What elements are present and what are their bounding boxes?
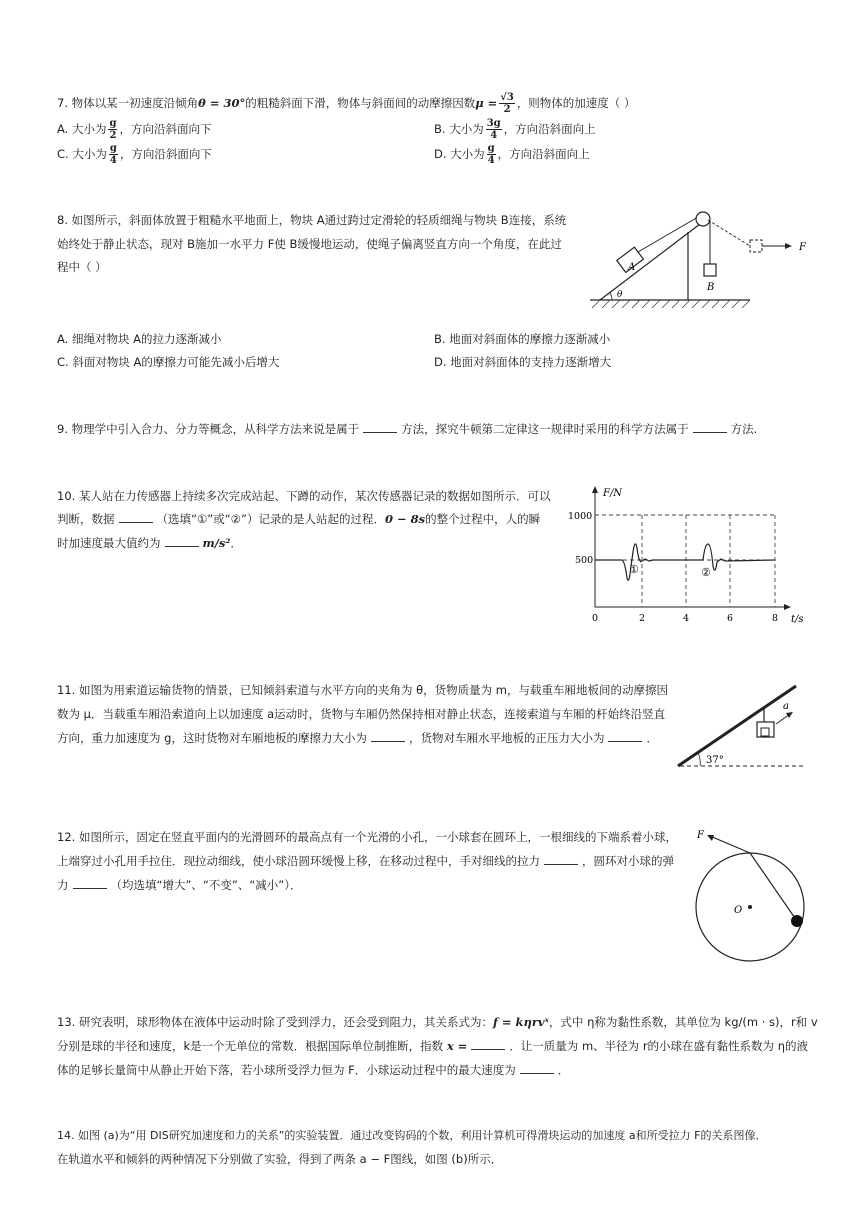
q8-option-d[interactable]: D. 地面对斜面体的支持力逐渐增大 [434,355,612,369]
cargo-block [761,728,769,736]
q7-mu-fraction: $\frac{√3}{2}$ [500,92,514,115]
x-tick-0: 0 [592,613,599,624]
ground-hatching [592,300,750,308]
q12-blank-1[interactable] [544,854,578,865]
q12-ring-figure [690,822,815,992]
q13-formula: f = kηrvˣ [492,1015,549,1029]
pulley [696,212,710,226]
string-pulled [710,836,750,853]
marker-2: ② [701,566,711,579]
q7-option-a[interactable]: A. 大小为 $\frac{g}{2}$ ，方向沿斜面向下 [57,118,212,141]
y-axis-arrow [592,486,598,493]
acceleration-label: a [783,701,789,712]
string-to-ball [750,853,797,921]
q7-stem-text: 7. 物体以某一初速度沿倾角 [57,96,199,110]
rope-a [638,217,698,252]
q10-blank-1[interactable] [119,512,153,523]
q7-mu: μ = [475,96,498,110]
q13-blank-1[interactable] [471,1039,505,1050]
angle-arc [698,753,700,766]
q8-option-b[interactable]: B. 地面对斜面体的摩擦力逐渐减小 [434,332,611,346]
y-tick-1000: 1000 [568,511,593,522]
q8-incline-pulley-figure [580,202,810,314]
q12-stem-line-1: 12. 如图所示，固定在竖直平面内的光滑圆环的最高点有一个光滑的小孔，一小球套在圆环上，一根细线的下端系着小球， [57,830,677,844]
y-axis-label: F/N [603,488,623,499]
cableway-track [678,686,796,766]
q8-stem-line-2: 始终处于静止状态，现对 B施加一水平力 F使 B缓慢地运动，使绳子偏离竖直方向一个角度，在此过 [57,237,562,251]
q7-stem-text-3: ，则物体的加速度（ ） [516,96,636,110]
q8-stem-line-3: 程中（ ） [57,260,107,274]
q8-option-c[interactable]: C. 斜面对物块 A的摩擦力可能先减小后增大 [57,355,280,369]
q13-stem-line-1: 13. 研究表明，球形物体在液体中运动时除了受到浮力，还会受到阻力，其关系式为：f = kηrvˣ，式中 η称为黏性系数，其单位为 kg/(m · s)，r和 v [57,1015,818,1029]
q7-stem-text-2: 的粗糙斜面下滑，物体与斜面间的动摩擦因数 [245,96,476,110]
q11-cableway-figure [672,680,807,775]
acceleration-arrowhead [786,712,793,718]
q7-stem [57,92,635,115]
ring-center [748,905,752,909]
q8-option-a[interactable]: A. 细绳对物块 A的拉力逐渐减小 [57,332,222,346]
center-label: O [734,905,743,916]
block-b-deflected [750,240,762,252]
q10-stem-line-2: 判断，数据 （选填“①”或“②”）记录的是人站起的过程．0 − 8s的整个过程中，人的瞬 [57,512,541,526]
x-tick-8: 8 [772,613,779,624]
q9-blank-1[interactable] [363,422,397,433]
q10-force-time-chart [565,482,810,627]
x-tick-4: 4 [683,613,690,624]
q12-stem-line-3: 力 （均选填“增大”、“不变”、“减小”）． [57,878,302,892]
q11-blank-2[interactable] [608,731,642,742]
force-curve [595,544,775,580]
q13-stem-line-3: 体的足够长量筒中从静止开始下落，若小球所受浮力恒为 F．小球运动过程中的最大速度为 ． [57,1063,570,1077]
block-a-label: A [628,262,636,273]
q7-option-b[interactable]: B. 大小为 $\frac{3g}{4}$ ，方向沿斜面向上 [434,118,596,141]
theta-label: θ [617,290,623,300]
q10-stem-line-3: 时加速度最大值约为 m/s²． [57,536,242,550]
incline-surface [600,224,700,300]
x-tick-6: 6 [727,613,734,624]
x-axis-arrow [784,604,791,610]
block-b-label: B [707,282,715,293]
q11-stem-line-3: 方向，重力加速度为 g，这时货物对车厢地板的摩擦力大小为 ，货物对车厢水平地板的正压力大小为 ． [57,731,658,745]
q12-stem-line-2: 上端穿过小孔用手拉住．现拉动细线，使小球沿圆环缓慢上移，在移动过程中，手对细线的拉力 ，圆环对小球的弹 [57,854,674,868]
q7-option-d[interactable]: D. 大小为 $\frac{g}{4}$ ，方向沿斜面向上 [434,143,590,166]
force-f-arrowhead [785,243,792,249]
q11-stem-line-1: 11. 如图为用索道运输货物的情景，已知倾斜索道与水平方向的夹角为 θ，货物质量为 m，与载重车厢地板间的动摩擦因 [57,683,668,697]
q10-stem-line-1: 10. 某人站在力传感器上持续多次完成站起、下蹲的动作，某次传感器记录的数据如图所示．可以 [57,489,551,503]
ball [791,915,803,927]
q12-blank-2[interactable] [73,878,107,889]
q10-blank-2[interactable] [165,536,199,547]
q14-stem-line-2: 在轨道水平和倾斜的两种情况下分别做了实验，得到了两条 a − F图线，如图 (b)所示． [57,1152,503,1166]
pull-force-arrowhead [707,835,714,841]
theta-arc [610,293,612,300]
q9-blank-2[interactable] [693,422,727,433]
q13-blank-2[interactable] [520,1063,554,1074]
block-b [704,264,716,276]
q11-stem-line-2: 数为 μ．当载重车厢沿索道向上以加速度 a运动时，货物与车厢仍然保持相对静止状态，连接索道与车厢的杆始终沿竖直 [57,707,666,721]
q11-blank-1[interactable] [371,731,405,742]
force-f-label: F [799,242,806,253]
q7-option-c[interactable]: C. 大小为 $\frac{g}{4}$ ，方向沿斜面向下 [57,143,212,166]
q8-stem-line-1: 8. 如图所示，斜面体放置于粗糙水平地面上，物块 A通过跨过定滑轮的轻质细绳与物块 B连接，系统 [57,213,567,227]
angle-label: 37° [706,755,724,766]
q13-stem-line-2: 分别是球的半径和速度，k是一个无单位的常数．根据国际单位制推断，指数 x = ．让一质量为 m、半径为 r的小球在盛有黏性系数为 η的液 [57,1039,808,1053]
marker-1: ① [629,563,639,576]
pull-force-label: F [697,830,704,841]
x-axis-label: t/s [791,614,804,625]
rope-b-deflected [708,220,750,246]
x-tick-2: 2 [639,613,646,624]
y-tick-500: 500 [575,555,594,566]
q9-stem: 9. 物理学中引入合力、分力等概念，从科学方法来说是属于 方法，探究牛顿第二定律这一规律时采用的科学方法属于 方法. [57,422,758,436]
q7-theta: θ = 30° [198,96,246,110]
q14-stem-line-1: 14. 如图 (a)为“用 DIS研究加速度和力的关系”的实验装置．通过改变钩码的个数，利用计算机可得滑块运动的加速度 a和所受拉力 F的关系图像． [57,1129,767,1142]
